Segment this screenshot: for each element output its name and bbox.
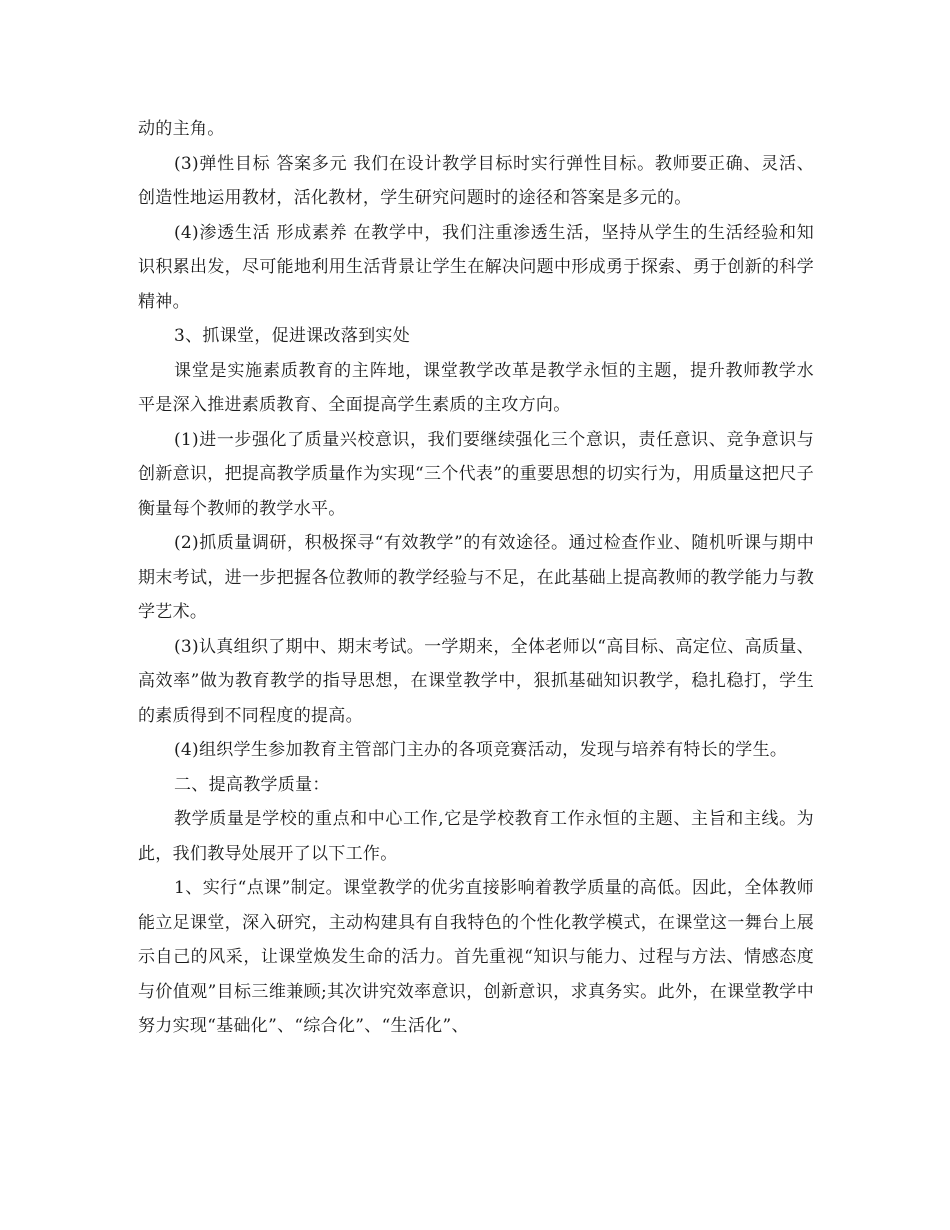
paragraph: (3)弹性目标 答案多元 我们在设计教学目标时实行弹性目标。教师要正确、灵活、创造性地运用教材，活化教材，学生研究问题时的途径和答案是多元的。 — [138, 153, 814, 208]
document-body — [138, 112, 814, 1044]
paragraph: (4)组织学生参加教育主管部门主办的各项竞赛活动，发现与培养有特长的学生。 — [174, 740, 788, 760]
paragraph: 动的主角。 — [138, 119, 225, 139]
paragraph: (2)抓质量调研，积极探寻“有效教学”的有效途径。通过检查作业、随机听课与期中期末考试，进一步把握各位教师的教学经验与不足，在此基础上提高教师的教学能力与教学艺术。 — [138, 533, 814, 622]
paragraph: 课堂是实施素质教育的主阵地，课堂教学改革是教学永恒的主题，提升教师教学水平是深入推进素质教育、全面提高学生素质的主攻方向。 — [138, 360, 814, 415]
paragraph: (4)渗透生活 形成素养 在教学中，我们注重渗透生活，坚持从学生的生活经验和知识积累出发，尽可能地利用生活背景让学生在解决问题中形成勇于探索、勇于创新的科学精神。 — [138, 222, 814, 312]
section-heading: 二、提高教学质量： — [174, 774, 330, 795]
paragraph: 教学质量是学校的重点和中心工作,它是学校教育工作永恒的主题、主旨和主线。为此，我们教导处展开了以下工作。 — [138, 809, 814, 864]
paragraph: 1、实行“点课”制定。课堂教学的优劣直接影响着教学质量的高低。因此，全体教师能立足课堂，深入研究，主动构建具有自我特色的个性化教学模式，在课堂这一舞台上展示自己的风采，让课堂焕发生命的活力。首先重视“知识与能力、过程与方法、情感态度与价值观”目标三维兼顾;其次讲究效率意识，创新意识，求真务实。此外，在课堂教学中努力实现“基础化”、“综合化”、“生活化”、 — [138, 878, 814, 1036]
paragraph: (3)认真组织了期中、期末考试。一学期来，全体老师以“高目标、高定位、高质量、高效率”做为教育教学的指导思想，在课堂教学中，狠抓基础知识教学，稳扎稳打，学生的素质得到不同程度的提高。 — [138, 636, 814, 726]
section-heading: 3、抓课堂，促进课改落到实处 — [174, 326, 411, 346]
paragraph: (1)进一步强化了质量兴校意识，我们要继续强化三个意识，责任意识、竞争意识与创新意识，把提高教学质量作为实现“三个代表”的重要思想的切实行为，用质量这把尺子衡量每个教师的教学水平。 — [138, 429, 814, 519]
